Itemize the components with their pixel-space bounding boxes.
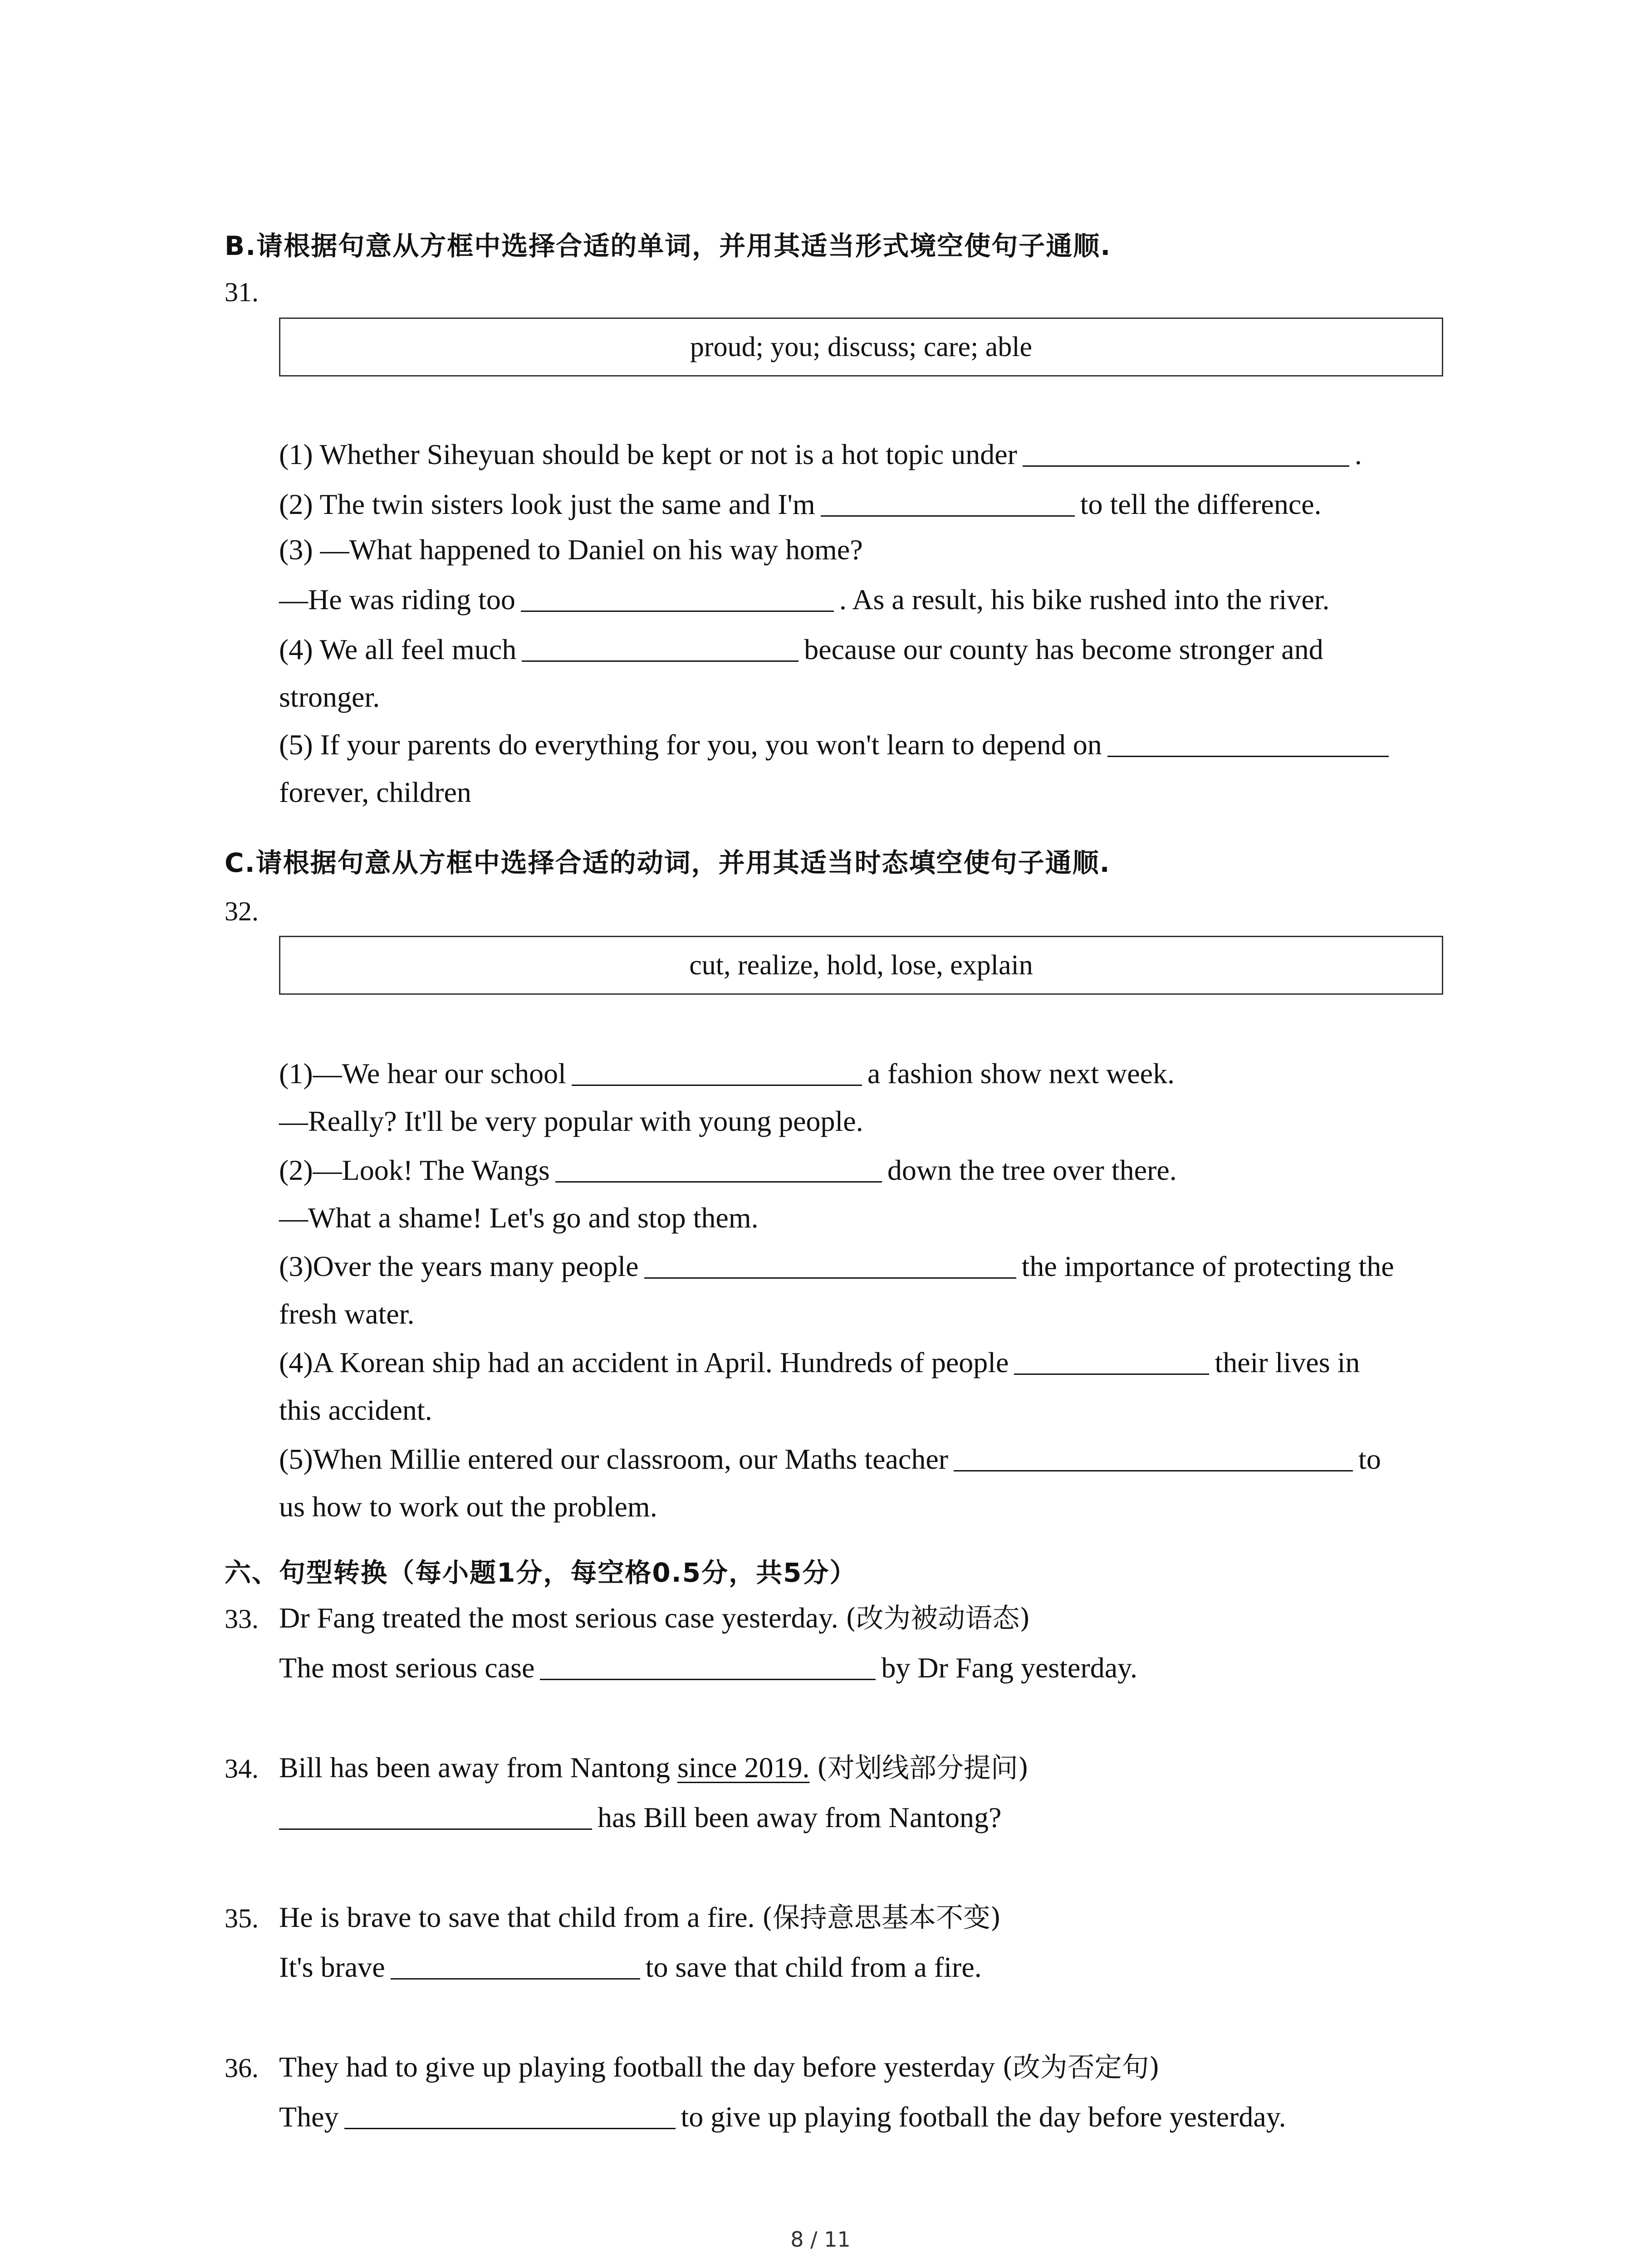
q31-item-5-cont: forever, children: [279, 776, 471, 808]
q31-item-3-answer: —He was riding too . As a result, his bike rushed into the river.: [279, 583, 1330, 616]
q34-underlined: since 2019.: [677, 1751, 810, 1784]
answer-blank[interactable]: [540, 1653, 876, 1680]
q31-item-5: (5) If your parents do everything for you, you won't learn to depend on: [279, 730, 1394, 759]
section-six-heading: 六、句型转换（每小题1分，每空格0.5分，共5分）: [225, 1557, 857, 1588]
q32-item-5: (5)When Millie entered our classroom, our Maths teacher to: [279, 1443, 1381, 1475]
q31-item-1: (1) Whether Siheyuan should be kept or not is a hot topic under .: [279, 438, 1362, 470]
answer-blank[interactable]: [821, 490, 1075, 517]
question-31-number: 31.: [225, 277, 259, 307]
q32-item-1: (1)—We hear our school a fashion show next week.: [279, 1057, 1175, 1090]
q36-instruction: (改为否定句): [1002, 2052, 1160, 2083]
q35-sentence: He is brave to save that child from a fire. (保持意思基本不变): [279, 1901, 1001, 1934]
q32-item-4-cont: this accident.: [279, 1394, 432, 1426]
q31-item-4: (4) We all feel much because our county has become stronger and: [279, 633, 1323, 665]
answer-blank[interactable]: [1023, 440, 1349, 467]
word-box-31-text: proud; you; discuss; care; able: [690, 331, 1033, 362]
question-34-number: 34.: [225, 1754, 259, 1784]
q32-item-3: (3)Over the years many people the importance of protecting the: [279, 1250, 1394, 1282]
page-number: 8 / 11: [790, 2227, 851, 2252]
question-36-number: 36.: [225, 2053, 259, 2083]
q33-instruction: (改为被动语态): [845, 1603, 1030, 1634]
q33-sentence: Dr Fang treated the most serious case yesterday. (改为被动语态): [279, 1602, 1030, 1634]
answer-blank[interactable]: [279, 1803, 592, 1830]
answer-blank[interactable]: [644, 1252, 1016, 1279]
answer-blank[interactable]: [522, 635, 798, 662]
q34-answer: has Bill been away from Nantong?: [279, 1803, 1001, 1832]
answer-blank[interactable]: [572, 1059, 862, 1086]
answer-blank[interactable]: [391, 1953, 640, 1980]
answer-blank[interactable]: [1014, 1348, 1209, 1375]
word-box-31: [279, 318, 1443, 376]
word-box-32-text: cut, realize, hold, lose, explain: [689, 949, 1033, 981]
q33-answer: The most serious case by Dr Fang yesterday.: [279, 1652, 1137, 1684]
q32-item-3-cont: fresh water.: [279, 1298, 415, 1330]
section-b-heading: B.请根据句意从方框中选择合适的单词，并用其适当形式境空使句子通顺.: [225, 230, 1112, 261]
q35-answer: It's brave to save that child from a fire.: [279, 1951, 982, 1983]
q32-item-4: (4)A Korean ship had an accident in April. Hundreds of people their lives in: [279, 1346, 1360, 1378]
q31-item-2: (2) The twin sisters look just the same and I'm to tell the difference.: [279, 488, 1322, 520]
word-box-32: [279, 936, 1443, 995]
question-33-number: 33.: [225, 1604, 259, 1634]
q34-sentence: Bill has been away from Nantong since 2019. (对划线部分提问): [279, 1751, 1029, 1784]
answer-blank[interactable]: [555, 1156, 882, 1183]
q36-sentence: They had to give up playing football the day before yesterday (改为否定句): [279, 2051, 1160, 2083]
q34-instruction: (对划线部分提问): [817, 1752, 1029, 1784]
q32-item-2: (2)—Look! The Wangs down the tree over there.: [279, 1154, 1177, 1186]
q35-instruction: (保持意思基本不变): [762, 1902, 1001, 1934]
answer-blank[interactable]: [344, 2102, 676, 2129]
q32-item-1-reply: —Really? It'll be very popular with young people.: [279, 1105, 863, 1137]
q36-answer: They to give up playing football the day before yesterday.: [279, 2101, 1286, 2133]
question-35-number: 35.: [225, 1903, 259, 1933]
q31-item-4-cont: stronger.: [279, 681, 380, 713]
question-32-number: 32.: [225, 896, 259, 926]
q31-item-3: (3) —What happened to Daniel on his way home?: [279, 533, 863, 566]
answer-blank[interactable]: [1107, 730, 1389, 757]
q32-item-2-reply: —What a shame! Let's go and stop them.: [279, 1202, 759, 1234]
q32-item-5-cont: us how to work out the problem.: [279, 1491, 657, 1523]
answer-blank[interactable]: [521, 585, 834, 612]
section-c-heading: C.请根据句意从方框中选择合适的动词，并用其适当时态填空使句子通顺.: [225, 847, 1111, 878]
answer-blank[interactable]: [954, 1445, 1353, 1471]
